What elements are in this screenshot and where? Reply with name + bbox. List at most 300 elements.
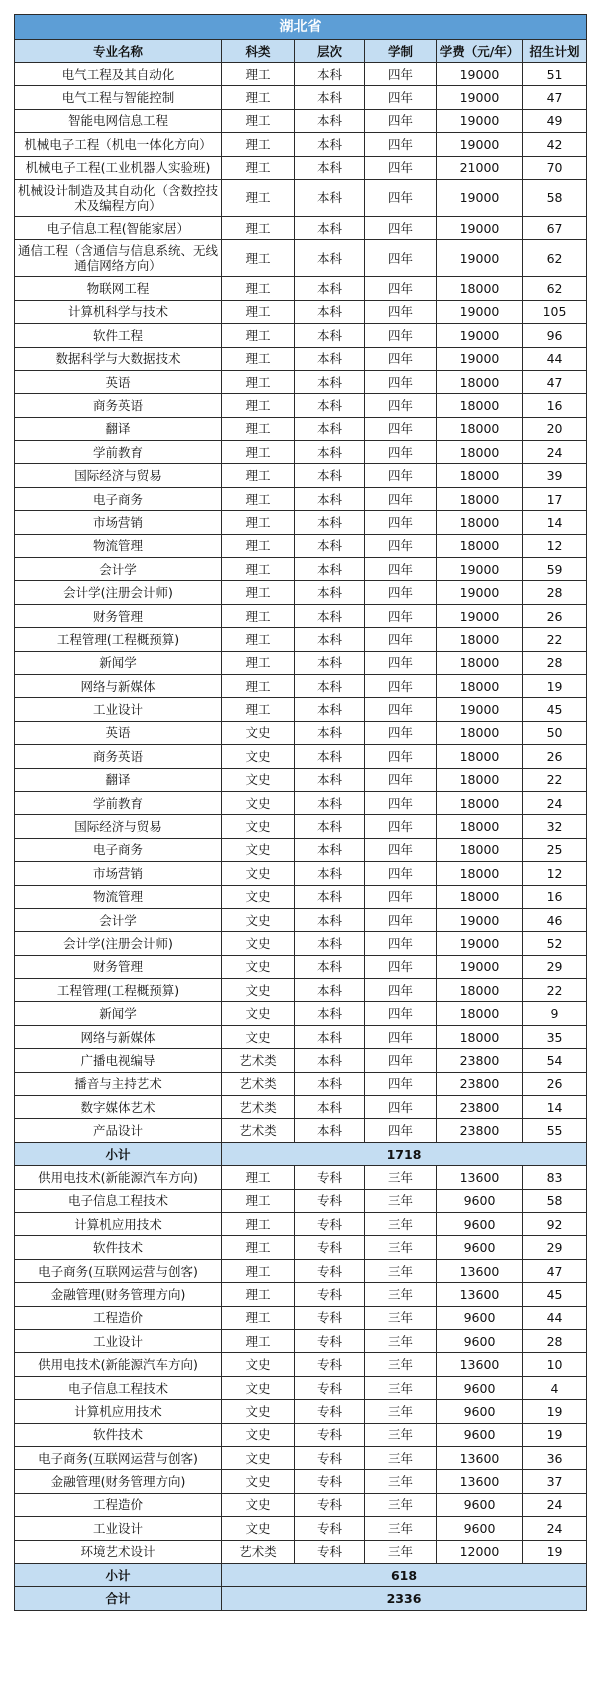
quota-cell: 10 (523, 1353, 587, 1376)
major-cell: 学前教育 (15, 441, 222, 464)
major-cell: 学前教育 (15, 791, 222, 814)
duration-cell: 四年 (365, 791, 437, 814)
tuition-cell: 13600 (437, 1259, 523, 1282)
major-cell: 物流管理 (15, 885, 222, 908)
category-cell: 文史 (222, 768, 295, 791)
major-cell: 播音与主持艺术 (15, 1072, 222, 1095)
quota-cell: 47 (523, 1259, 587, 1282)
table-row (15, 133, 587, 156)
table-row (15, 1423, 587, 1446)
table-row (15, 1189, 587, 1212)
col-header-level: 层次 (295, 40, 365, 63)
major-cell: 数字媒体艺术 (15, 1096, 222, 1119)
major-cell: 软件技术 (15, 1423, 222, 1446)
category-cell: 理工 (222, 604, 295, 627)
quota-cell: 49 (523, 109, 587, 132)
tuition-cell: 19000 (437, 240, 523, 277)
quota-cell: 37 (523, 1470, 587, 1493)
tuition-cell: 19000 (437, 133, 523, 156)
quota-cell: 24 (523, 791, 587, 814)
table-row (15, 932, 587, 955)
major-cell: 电子商务(互联网运营与创客) (15, 1446, 222, 1469)
level-cell: 本科 (295, 862, 365, 885)
tuition-cell: 19000 (437, 324, 523, 347)
duration-cell: 四年 (365, 768, 437, 791)
category-cell: 文史 (222, 1025, 295, 1048)
table-row (15, 1283, 587, 1306)
category-cell: 理工 (222, 487, 295, 510)
level-cell: 本科 (295, 721, 365, 744)
subtotal-college-row (15, 1563, 587, 1587)
tuition-cell: 18000 (437, 370, 523, 393)
duration-cell: 四年 (365, 324, 437, 347)
duration-cell: 四年 (365, 63, 437, 86)
tuition-cell: 19000 (437, 932, 523, 955)
table-row (15, 1330, 587, 1353)
admission-plan-table (14, 14, 587, 1611)
quota-cell: 59 (523, 558, 587, 581)
level-cell: 本科 (295, 63, 365, 86)
quota-cell: 47 (523, 370, 587, 393)
duration-cell: 三年 (365, 1376, 437, 1399)
major-cell: 新闻学 (15, 651, 222, 674)
tuition-cell: 18000 (437, 1025, 523, 1048)
category-cell: 理工 (222, 347, 295, 370)
major-cell: 国际经济与贸易 (15, 815, 222, 838)
duration-cell: 四年 (365, 300, 437, 323)
province-title: 湖北省 (15, 15, 587, 40)
duration-cell: 四年 (365, 885, 437, 908)
quota-cell: 51 (523, 63, 587, 86)
major-cell: 工程管理(工程概预算) (15, 979, 222, 1002)
duration-cell: 三年 (365, 1540, 437, 1563)
duration-cell: 三年 (365, 1166, 437, 1189)
level-cell: 本科 (295, 300, 365, 323)
tuition-cell: 13600 (437, 1470, 523, 1493)
level-cell: 专科 (295, 1446, 365, 1469)
category-cell: 理工 (222, 441, 295, 464)
category-cell: 文史 (222, 745, 295, 768)
level-cell: 本科 (295, 487, 365, 510)
duration-cell: 三年 (365, 1353, 437, 1376)
level-cell: 专科 (295, 1493, 365, 1516)
duration-cell: 四年 (365, 417, 437, 440)
category-cell: 文史 (222, 862, 295, 885)
subtotal-undergrad-row-label: 小计 (15, 1142, 222, 1166)
quota-cell: 19 (523, 674, 587, 697)
quota-cell: 52 (523, 932, 587, 955)
table-row (15, 908, 587, 931)
table-row (15, 1049, 587, 1072)
category-cell: 理工 (222, 558, 295, 581)
table-row (15, 628, 587, 651)
major-cell: 机械电子工程（机电一体化方向） (15, 133, 222, 156)
tuition-cell: 23800 (437, 1119, 523, 1142)
level-cell: 专科 (295, 1166, 365, 1189)
quota-cell: 22 (523, 628, 587, 651)
tuition-cell: 18000 (437, 417, 523, 440)
tuition-cell: 18000 (437, 464, 523, 487)
table-row (15, 156, 587, 179)
duration-cell: 四年 (365, 581, 437, 604)
category-cell: 艺术类 (222, 1119, 295, 1142)
category-cell: 理工 (222, 1283, 295, 1306)
admission-plan-sheet (14, 14, 586, 1611)
quota-cell: 58 (523, 1189, 587, 1212)
category-cell: 理工 (222, 581, 295, 604)
category-cell: 理工 (222, 133, 295, 156)
tuition-cell: 19000 (437, 179, 523, 216)
category-cell: 文史 (222, 885, 295, 908)
table-row (15, 347, 587, 370)
tuition-cell: 18000 (437, 1002, 523, 1025)
table-row (15, 1119, 587, 1142)
quota-cell: 44 (523, 347, 587, 370)
category-cell: 艺术类 (222, 1540, 295, 1563)
category-cell: 理工 (222, 156, 295, 179)
tuition-cell: 19000 (437, 300, 523, 323)
table-row (15, 1025, 587, 1048)
table-row (15, 394, 587, 417)
category-cell: 文史 (222, 1353, 295, 1376)
quota-cell: 58 (523, 179, 587, 216)
major-cell: 市场营销 (15, 862, 222, 885)
table-row (15, 1166, 587, 1189)
tuition-cell: 19000 (437, 604, 523, 627)
level-cell: 本科 (295, 370, 365, 393)
duration-cell: 四年 (365, 277, 437, 300)
quota-cell: 35 (523, 1025, 587, 1048)
quota-cell: 24 (523, 441, 587, 464)
table-row (15, 324, 587, 347)
tuition-cell: 9600 (437, 1376, 523, 1399)
category-cell: 艺术类 (222, 1049, 295, 1072)
tuition-cell: 19000 (437, 581, 523, 604)
duration-cell: 四年 (365, 511, 437, 534)
level-cell: 本科 (295, 86, 365, 109)
table-row (15, 1072, 587, 1095)
duration-cell: 四年 (365, 815, 437, 838)
major-cell: 金融管理(财务管理方向) (15, 1283, 222, 1306)
duration-cell: 四年 (365, 1096, 437, 1119)
major-cell: 工程造价 (15, 1493, 222, 1516)
duration-cell: 四年 (365, 441, 437, 464)
quota-cell: 45 (523, 1283, 587, 1306)
table-row (15, 1493, 587, 1516)
table-row (15, 791, 587, 814)
duration-cell: 四年 (365, 487, 437, 510)
table-row (15, 885, 587, 908)
quota-cell: 24 (523, 1517, 587, 1540)
table-row (15, 1540, 587, 1563)
major-cell: 会计学(注册会计师) (15, 581, 222, 604)
grand-total-row-label: 合计 (15, 1587, 222, 1611)
level-cell: 本科 (295, 240, 365, 277)
level-cell: 本科 (295, 651, 365, 674)
level-cell: 本科 (295, 109, 365, 132)
level-cell: 本科 (295, 815, 365, 838)
table-row (15, 1096, 587, 1119)
category-cell: 艺术类 (222, 1072, 295, 1095)
level-cell: 本科 (295, 324, 365, 347)
duration-cell: 四年 (365, 216, 437, 239)
table-row (15, 862, 587, 885)
category-cell: 文史 (222, 1517, 295, 1540)
table-row (15, 674, 587, 697)
major-cell: 通信工程（含通信与信息系统、无线通信网络方向） (15, 240, 222, 277)
major-cell: 物联网工程 (15, 277, 222, 300)
category-cell: 理工 (222, 628, 295, 651)
category-cell: 文史 (222, 1470, 295, 1493)
level-cell: 本科 (295, 908, 365, 931)
table-row (15, 979, 587, 1002)
major-cell: 数据科学与大数据技术 (15, 347, 222, 370)
major-cell: 国际经济与贸易 (15, 464, 222, 487)
col-header-duration: 学制 (365, 40, 437, 63)
quota-cell: 47 (523, 86, 587, 109)
tuition-cell: 19000 (437, 109, 523, 132)
col-header-tuition: 学费（元/年） (437, 40, 523, 63)
category-cell: 文史 (222, 1002, 295, 1025)
level-cell: 本科 (295, 768, 365, 791)
duration-cell: 四年 (365, 628, 437, 651)
duration-cell: 四年 (365, 838, 437, 861)
major-cell: 新闻学 (15, 1002, 222, 1025)
level-cell: 本科 (295, 932, 365, 955)
duration-cell: 三年 (365, 1400, 437, 1423)
category-cell: 理工 (222, 674, 295, 697)
quota-cell: 46 (523, 908, 587, 931)
table-row (15, 1470, 587, 1493)
quota-cell: 105 (523, 300, 587, 323)
table-row (15, 179, 587, 216)
tuition-cell: 19000 (437, 216, 523, 239)
duration-cell: 四年 (365, 698, 437, 721)
major-cell: 工业设计 (15, 1330, 222, 1353)
grand-total-row-value: 2336 (222, 1587, 587, 1611)
category-cell: 文史 (222, 979, 295, 1002)
table-row (15, 1259, 587, 1282)
level-cell: 专科 (295, 1189, 365, 1212)
tuition-cell: 19000 (437, 558, 523, 581)
header-row (15, 40, 587, 63)
category-cell: 理工 (222, 240, 295, 277)
tuition-cell: 19000 (437, 955, 523, 978)
tuition-cell: 18000 (437, 979, 523, 1002)
quota-cell: 32 (523, 815, 587, 838)
duration-cell: 四年 (365, 1072, 437, 1095)
table-row (15, 838, 587, 861)
level-cell: 本科 (295, 1049, 365, 1072)
major-cell: 环境艺术设计 (15, 1540, 222, 1563)
quota-cell: 25 (523, 838, 587, 861)
major-cell: 广播电视编导 (15, 1049, 222, 1072)
category-cell: 理工 (222, 417, 295, 440)
duration-cell: 四年 (365, 651, 437, 674)
quota-cell: 28 (523, 1330, 587, 1353)
tuition-cell: 18000 (437, 791, 523, 814)
tuition-cell: 23800 (437, 1072, 523, 1095)
category-cell: 理工 (222, 324, 295, 347)
tuition-cell: 9600 (437, 1493, 523, 1516)
table-row (15, 1353, 587, 1376)
quota-cell: 29 (523, 955, 587, 978)
level-cell: 本科 (295, 179, 365, 216)
subtotal-undergrad-row (15, 1142, 587, 1166)
category-cell: 文史 (222, 1493, 295, 1516)
category-cell: 理工 (222, 1236, 295, 1259)
major-cell: 会计学(注册会计师) (15, 932, 222, 955)
tuition-cell: 18000 (437, 745, 523, 768)
quota-cell: 14 (523, 1096, 587, 1119)
table-row (15, 277, 587, 300)
major-cell: 工程造价 (15, 1306, 222, 1329)
tuition-cell: 19000 (437, 698, 523, 721)
level-cell: 本科 (295, 394, 365, 417)
major-cell: 工程管理(工程概预算) (15, 628, 222, 651)
major-cell: 商务英语 (15, 394, 222, 417)
quota-cell: 36 (523, 1446, 587, 1469)
tuition-cell: 19000 (437, 86, 523, 109)
quota-cell: 19 (523, 1423, 587, 1446)
quota-cell: 16 (523, 885, 587, 908)
tuition-cell: 19000 (437, 63, 523, 86)
quota-cell: 39 (523, 464, 587, 487)
level-cell: 专科 (295, 1470, 365, 1493)
quota-cell: 12 (523, 534, 587, 557)
duration-cell: 三年 (365, 1423, 437, 1446)
tuition-cell: 18000 (437, 534, 523, 557)
level-cell: 专科 (295, 1236, 365, 1259)
table-row (15, 216, 587, 239)
duration-cell: 四年 (365, 1025, 437, 1048)
quota-cell: 24 (523, 1493, 587, 1516)
level-cell: 专科 (295, 1213, 365, 1236)
table-row (15, 768, 587, 791)
tuition-cell: 18000 (437, 441, 523, 464)
category-cell: 理工 (222, 698, 295, 721)
quota-cell: 17 (523, 487, 587, 510)
level-cell: 专科 (295, 1353, 365, 1376)
major-cell: 智能电网信息工程 (15, 109, 222, 132)
quota-cell: 92 (523, 1213, 587, 1236)
level-cell: 本科 (295, 979, 365, 1002)
duration-cell: 四年 (365, 86, 437, 109)
table-row (15, 1446, 587, 1469)
level-cell: 本科 (295, 604, 365, 627)
level-cell: 本科 (295, 1119, 365, 1142)
tuition-cell: 18000 (437, 277, 523, 300)
level-cell: 本科 (295, 511, 365, 534)
tuition-cell: 18000 (437, 487, 523, 510)
level-cell: 专科 (295, 1259, 365, 1282)
duration-cell: 三年 (365, 1306, 437, 1329)
quota-cell: 22 (523, 979, 587, 1002)
major-cell: 供用电技术(新能源汽车方向) (15, 1353, 222, 1376)
quota-cell: 19 (523, 1540, 587, 1563)
duration-cell: 四年 (365, 558, 437, 581)
level-cell: 专科 (295, 1376, 365, 1399)
major-cell: 英语 (15, 370, 222, 393)
level-cell: 专科 (295, 1423, 365, 1446)
category-cell: 理工 (222, 511, 295, 534)
subtotal-college-row-value: 618 (222, 1563, 587, 1587)
major-cell: 机械电子工程(工业机器人实验班) (15, 156, 222, 179)
major-cell: 工业设计 (15, 1517, 222, 1540)
quota-cell: 45 (523, 698, 587, 721)
table-row (15, 441, 587, 464)
table-row (15, 534, 587, 557)
tuition-cell: 18000 (437, 862, 523, 885)
duration-cell: 四年 (365, 1002, 437, 1025)
category-cell: 文史 (222, 838, 295, 861)
tuition-cell: 23800 (437, 1049, 523, 1072)
category-cell: 文史 (222, 908, 295, 931)
quota-cell: 29 (523, 1236, 587, 1259)
level-cell: 本科 (295, 1025, 365, 1048)
level-cell: 本科 (295, 558, 365, 581)
major-cell: 工业设计 (15, 698, 222, 721)
major-cell: 网络与新媒体 (15, 674, 222, 697)
quota-cell: 55 (523, 1119, 587, 1142)
tuition-cell: 21000 (437, 156, 523, 179)
tuition-cell: 9600 (437, 1236, 523, 1259)
table-row (15, 815, 587, 838)
level-cell: 专科 (295, 1517, 365, 1540)
category-cell: 文史 (222, 1423, 295, 1446)
quota-cell: 12 (523, 862, 587, 885)
level-cell: 本科 (295, 581, 365, 604)
quota-cell: 96 (523, 324, 587, 347)
table-row (15, 86, 587, 109)
level-cell: 本科 (295, 674, 365, 697)
category-cell: 理工 (222, 1330, 295, 1353)
table-row (15, 745, 587, 768)
category-cell: 理工 (222, 1259, 295, 1282)
major-cell: 产品设计 (15, 1119, 222, 1142)
col-header-category: 科类 (222, 40, 295, 63)
tuition-cell: 18000 (437, 815, 523, 838)
major-cell: 电子商务 (15, 838, 222, 861)
quota-cell: 42 (523, 133, 587, 156)
category-cell: 理工 (222, 1213, 295, 1236)
major-cell: 电子信息工程技术 (15, 1189, 222, 1212)
quota-cell: 19 (523, 1400, 587, 1423)
major-cell: 软件工程 (15, 324, 222, 347)
table-row (15, 1236, 587, 1259)
quota-cell: 20 (523, 417, 587, 440)
duration-cell: 四年 (365, 347, 437, 370)
major-cell: 市场营销 (15, 511, 222, 534)
quota-cell: 70 (523, 156, 587, 179)
category-cell: 文史 (222, 791, 295, 814)
duration-cell: 四年 (365, 394, 437, 417)
level-cell: 本科 (295, 156, 365, 179)
quota-cell: 28 (523, 581, 587, 604)
table-row (15, 651, 587, 674)
duration-cell: 四年 (365, 240, 437, 277)
level-cell: 本科 (295, 441, 365, 464)
tuition-cell: 18000 (437, 628, 523, 651)
subtotal-college-row-label: 小计 (15, 1563, 222, 1587)
major-cell: 会计学 (15, 908, 222, 931)
tuition-cell: 18000 (437, 511, 523, 534)
duration-cell: 三年 (365, 1189, 437, 1212)
category-cell: 文史 (222, 932, 295, 955)
level-cell: 专科 (295, 1400, 365, 1423)
level-cell: 本科 (295, 417, 365, 440)
category-cell: 理工 (222, 63, 295, 86)
